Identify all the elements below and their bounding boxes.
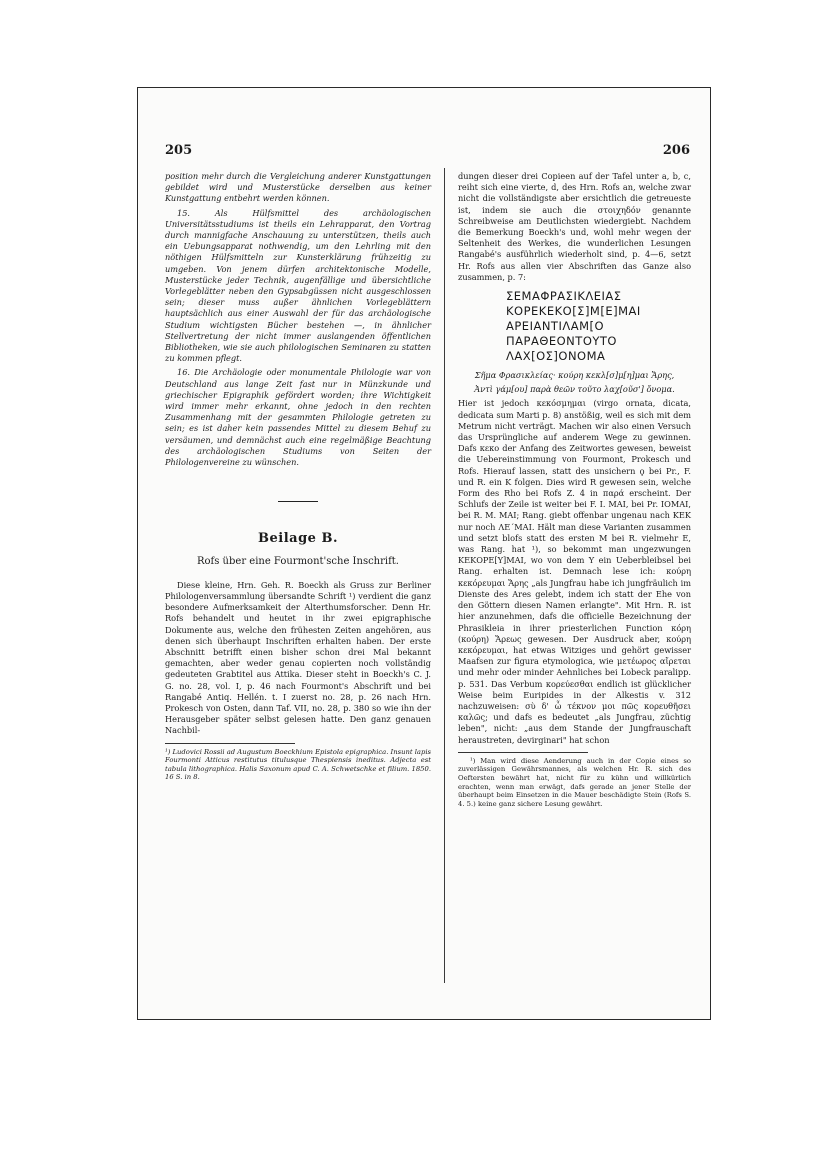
inscription-line: ΠΑΡΑΘΕΟΝΤΟΥΤΟ [506, 334, 617, 349]
paragraph-16: 16. Die Archäologie oder monumentale Philologie war von Deutschland aus lange Zeit fast nur in Münzkunde und griechischer Epigraphik gefördert worden; ihre Wichtigkeit wird immer mehr erkannt, ohne jedoch in den rechten Zusammenhang mit der gesammten Philologie getreten zu sein; es ist daher kein passendes Mittel zu diesem Behuf zu versäumen, und demnächst auch eine regelmäßige Beachtung des archäologischen Studiums von Seiten der Philologenvereine zu wünschen. [165, 367, 431, 468]
paragraph-15: 15. Als Hülfsmittel des archäologischen Universitätsstudiums ist theils ein Lehrapparat, den Vortrag durch mannigfache Anschauung zu unterstützen, theils auch ein Uebungsapparat nothwendig, um den Lehrling mit den nöthigen Hülfsmitteln zur Kunsterklärung frühzeitig zu umgeben. Von jenem dürfen architektonische Modelle, Musterstücke jeder Technik, augenfällige und übersichtliche Vorlegeblätter neben den Gypsabgüssen nicht ausgeschlossen sein; dieser muss außer ähnlichen Vorlegeblättern hauptsächlich aus einer Auswahl der für das archäologische Studium wichtigsten Bücher bestehen —, in ähnlicher Stellvertretung der nicht immer auslangenden öffentlichen Bibliotheken, wie sie auch philologischen Seminaren zu statten zu kommen pflegt. [165, 207, 431, 364]
main-paragraph-left: Diese kleine, Hrn. Geh. R. Boeckh als Gruss zur Berliner Philologenversammlung übersandte Schrift ¹) verdient die ganz besondere Aufmerksamkeit der Alterthumsforscher. Denn Hr. Rofs behandelt und heutet in ihr zwei epigraphische Dokumente aus, welche den frühesten Zeiten angehören, aus denen sich überhaupt Inschriften erhalten haben. Der erste Abschnitt betrifft einen bisher schon drei Mal bekannt gemachten, aber weder genau copierten noch vollständig gedeuteten Grabtitel aus Attika. Dieser steht in Boeckh's C. J. G. no. 28, vol. I, p. 46 nach Fourmont's Abschrift und bei Rangabé Antiq. Hellén. t. I zuerst no. 28, p. 26 nach Hrn. Prokesch von Osten, dann Taf. VII, no. 28, p. 380 so wie ihn der Herausgeber später selbst gelesen hatte. Den ganz genauen Nachbil- [165, 579, 431, 736]
inscription-block [506, 289, 691, 364]
column-divider [444, 168, 445, 983]
section-divider [278, 501, 318, 502]
inscription-line: ΑΡΕΙΑΝΤΙΛΑΜ[Ο [506, 319, 605, 334]
main-paragraph-right: Hier ist jedoch κεκόσμημαι (virgo ornata, dicata, dedicata sum Marti p. 8) anstößig, weil es sich mit dem Metrum nicht verträgt. Machen wir also einen Versuch das Ursprüngliche auf anderem Wege zu gewinnen. Dafs κεκο der Anfang des Zeitwortes gewesen, beweist die Uebereinstimmung von Fourmont, Prokesch und Rofs. Hierauf lassen, statt des unsichern ϙ bei Pr., F. und R. ein K folgen. Dies wird R gewesen sein, welche Form des Rho bei Rofs Z. 4 in παρά erscheint. Der Schlufs der Zeile ist weiter bei F. Ι. ΜΑΙ, bei Pr. ΙΟΜΑΙ, bei R. Μ. ΜΑΙ; Rang. giebt offenbar ungenau nach ΚΕΚ nur noch ΛΕ´ΜΑΙ. Hält man diese Varianten zusammen und setzt blofs statt des ersten M bei R. vielmehr Ε, was Rang. hat ¹), so bekommt man ungezwungen ΚΕΚΟΡΕ[Υ]ΜΑΙ, wo von dem Y ein Ueberbleibsel bei Rang. erhalten ist. Demnach lese ich: κούρη κεκόρευμαι Ἄρης „als Jungfrau habe ich jungfräulich im Dienste des Ares gelebt, indem ich statt der Ehe von den Göttern diesen Namen erlangte". Mit Hrn. R. ist hier anzunehmen, dafs die officielle Bezeichnung der Phrasikleia in ihrer priesterlichen Function κόρη (κούρη) Ἄρεως gewesen. Der Ausdruck aber, κούρη κεκόρευμαι, hat etwas Witziges und gehört gewisser Maafsen zur figura etymologica, wie μετέωρος αἴρεται und mehr oder minder Aehnliches bei Lobeck paralipp. p. 531. Das Verbum κορεύεσθαι endlich ist glücklicher Weise beim Euripides in der Alkestis v. 312 nachzuweisen: σὺ δ' ὦ τέκνον μοι πῶς κορευθῆσει καλῶς; und dafs es bedeutet „als Jungfrau, züchtig leben", nicht: „aus dem Stande der Jungfrauschaft heraustreten, devirginari" hat schon [458, 398, 691, 745]
right-column [458, 171, 691, 808]
top-paragraph-right: dungen dieser drei Copieen auf der Tafel unter a, b, c, reiht sich eine vierte, d, des Hrn. Rofs an, welche zwar nicht die vollständigste aber ersichtlich die getreueste ist, indem sie auch die στοιχηδόν genannte Schreibweise am Deutlichsten wiedergiebt. Nachdem die Bemerkung Boeckh's und, wohl mehr wegen der Seltenheit des Werkes, die wunderlichen Lesungen Rangabé's ausführlich wiederholt sind, p. 4—6, setzt Hr. Rofs aus allen vier Abschriften das Ganze also zusammen, p. 7: [458, 171, 691, 282]
footnote-left: ¹) Ludovici Rossii ad Augustum Boeckhium Epistola epigraphica. Insunt lapis Fourmonti Atticus restitutus titulusque Thespiensis ineditus. Adjecta est tabula lithographica. Halis Saxonum apud C. A. Schwetschke et filium. 1850. 16 S. in 8. [165, 747, 431, 782]
greek-transcription-line-2: Ἀντὶ γάμ[ου] παρὰ θεῶν τοῦτο λαχ[οῦσ'] ὄνομα. [474, 384, 675, 395]
footnote-rule [165, 743, 295, 744]
footnote-rule [458, 752, 588, 753]
inscription-line: ΣΕΜΑΦΡΑΣΙΚΛΕΙΑΣ [506, 289, 622, 304]
greek-transcription-line-1: Σῆμα Φρασικλείας· κούρη κεκλ[σ]μ[η]μαι Ἄρης, [474, 370, 675, 381]
inscription-line: ΚΟΡΕΚΕΚΟ[Σ]Μ[Ε]ΜΑΙ [506, 304, 641, 319]
book-page [137, 87, 711, 1020]
footnote-right: ¹) Man wird diese Aenderung auch in der Copie eines so zuverlässigen Gewährsmannes, als welchen Hr. R. sich des Oeftersten bewährt hat, nicht für zu kühn und willkürlich erachten, wenn man erwägt, dafs gerade an jener Stelle der überhaupt beim Einsetzen in die Mauer beschädigte Stein (Rofs S. 4. 5.) keine ganz sichere Lesung gewährt. [458, 756, 691, 808]
page-number-left: 205 [165, 143, 193, 158]
appendix-subtitle: Rofs über eine Fourmont'sche Inschrift. [197, 556, 399, 568]
page-number-right: 206 [662, 143, 690, 158]
intro-paragraph: position mehr durch die Vergleichung anderer Kunstgattungen gebildet wird und Musterstücke derselben aus keiner Kunstgattung entbehrt werden können. [165, 171, 431, 204]
inscription-line: ΛΑΧ[ΟΣ]ΟΝΟΜΑ [506, 349, 606, 364]
left-column [165, 171, 431, 782]
appendix-title: Beilage B. [258, 531, 338, 547]
